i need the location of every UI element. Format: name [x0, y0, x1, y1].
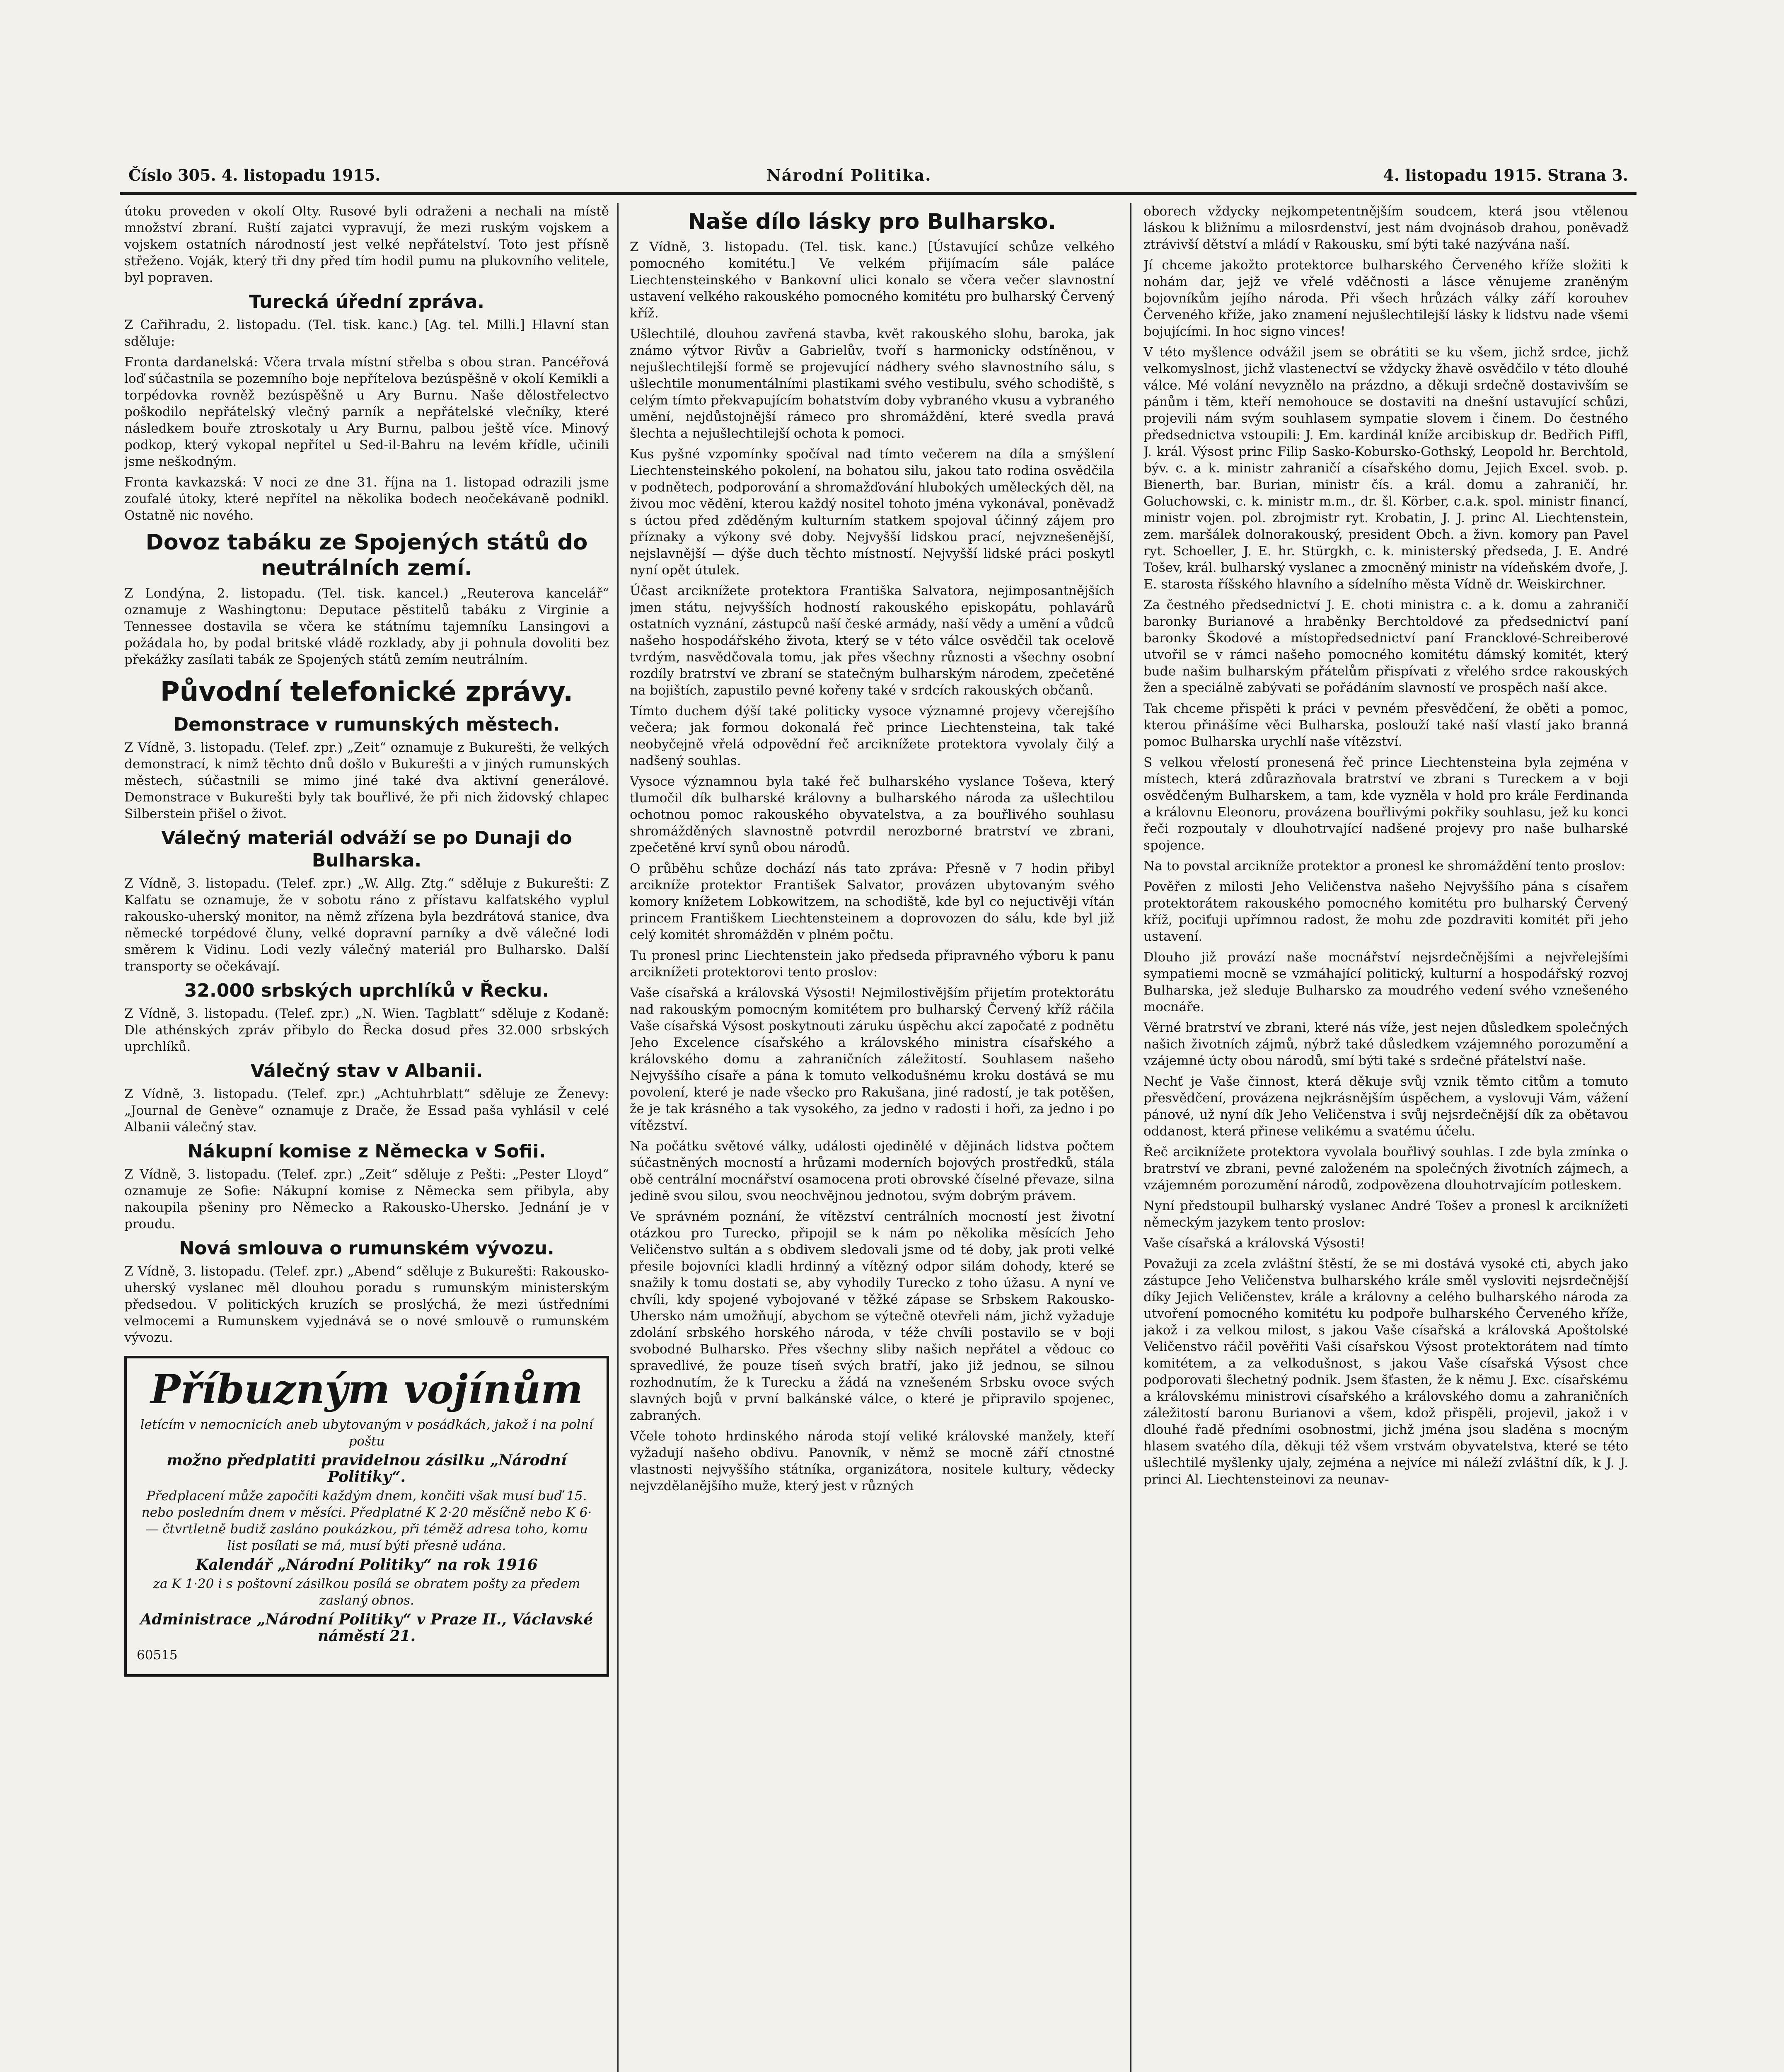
paragraph: oborech vždycky nejkompetentnějším soudcem, která jsou vtělenou láskou k bližnímu a milosrdenství, jest nám dvojnásob drahou, poněvadž ztrávivší dětství a mládí v Rakousku, smí býti také nazývána naší.	[1143, 204, 1628, 252]
paragraph: Včele tohoto hrdinského národa stojí veliké královské manžely, kteří vyžadují našeho obdivu. Panovník, v němž se mocně září ctnostné vlastnosti nejvyššího státníka, organizátora, nositele kultury, vědecky nejvzdělanějšího muže, který jest v různých	[630, 1429, 1114, 1493]
paragraph: Nyní předstoupil bulharský vyslanec André Tošev a pronesl k arciknížeti německým jazykem tento proslov:	[1143, 1198, 1628, 1230]
header-rule	[120, 192, 1637, 195]
ad-line: Administrace „Národní Politiky“ v Praze II., Václavské náměstí 21.	[140, 1611, 593, 1645]
paragraph: Na to povstal arcikníže protektor a pronesl ke shromáždění tento proslov:	[1143, 859, 1626, 874]
paragraph: Z Vídně, 3. listopadu. (Telef. zpr.) „Abend“ sděluje z Bukurešti: Rakousko-uherský vyslanec měl dlouhou poradu s rumunským ministerským předsedou. V politických kruzích se proslýchá, že mezi ústředními velmocemi a Rumunskem vyjednává se o nové smlouvě o rumunském vývozu.	[124, 1264, 609, 1345]
paragraph: Z Vídně, 3. listopadu. (Telef. zpr.) „N. Wien. Tagblatt“ sděluje z Kodaně: Dle athénských zpráv přibylo do Řecka dosud přes 32.000 srbských uprchlíků.	[124, 1006, 609, 1054]
paragraph: Jí chceme jakožto protektorce bulharského Červeného kříže složiti k nohám dar, jejž ve vřelé vděčnosti a lásce věnujeme zraněným bojovníkům jejího národa. Při všech hrůzách války září korouhev Červeného kříže, jako znamení nejušlechtilejší lásky k lidstvu nade všemi bojujícími. In hoc signo vinces!	[1143, 258, 1628, 339]
paragraph: Vaše císařská a královská Výsosti! Nejmilostivějším přijetím protektorátu nad rakouským pomocným komitétem pro bulharský Červený kříž ráčila Vaše císařská Výsost poskytnouti záruku úspěchu akcí započaté z podnětu Jeho Excelence císařského a královského ministra císařského a královského domu a zahraničních záležitostí. Souhlasem našeho Nejvyššího císaře a pána k tomuto velkodušnému kroku dostává se mu povolení, které je nade všecko pro Rakušana, jiné radostí, je tak potěšen, že je tak krásného a tak vysokého, za jedno v radosti i hoři, za jedno i po vítězství.	[630, 985, 1114, 1133]
column-divider	[1130, 203, 1131, 2072]
advertisement-box	[124, 1356, 609, 1677]
section-headline: Původní telefonické zprávy.	[160, 677, 573, 707]
page-header	[120, 166, 1637, 191]
headline: Nová smlouva o rumunském vývozu.	[179, 1238, 554, 1259]
column-divider	[617, 203, 619, 2072]
headline: Dovoz tabáku ze Spojených států do neutrálních zemí.	[145, 530, 588, 581]
paragraph: V této myšlence odvážil jsem se obrátiti se ku všem, jichž srdce, jichž velkomyslnost, jichž vlastenectví se vždycky žhavě osvědčilo v této dlouhé válce. Mé volání nevyznělo na prázdno, a děkuji srdečně dostavivším se pánům i těm, kteří nemohouce se dostaviti na dnešní ustavující schůzi, projevili nám svým souhlasem sympatie slovem i činem. Do čestného předsednictva vstoupili: J. Em. kardinál kníže arcibiskup dr. Bedřich Piffl, J. král. Výsost princ Filip Sasko-Kobursko-Gothský, Leopold hr. Berchtold, býv. c. a k. ministr zahraničí a císařského domu, Jejich Excel. svob. p. Bienerth, bar. Burian, ministr čís. a král. domu a zahraničí, hr. Goluchowski, c. k. ministr m.m., dr. šl. Körber, c.a.k. spol. ministr financí, ministr vojen. pol. zbrojmistr ryt. Krobatin, J. J. princ Al. Liechtenstein, zem. maršálek dolnorakouský, president Obch. a živn. komory pan Pavel ryt. Schoeller, J. E. hr. Stürgkh, c. k. ministerský předseda, J. E. André Tošev, král. bulharský vyslanec a zmocněný ministr na vídeňském dvoře, J. E. starosta říšského hlavního a sídelního města Vídně dr. Weiskirchner.	[1143, 345, 1628, 592]
column-2	[630, 203, 1114, 2072]
ad-line: Předplacení může započíti každým dnem, končiti však musí buď 15. nebo posledním dnem v měsíci. Předplatné K 2·20 měsíčně nebo K 6·— čtvrtletně budiž zasláno poukázkou, při téměž adresa toho, komu list posílati se má, musí býti přesně udána.	[141, 1489, 592, 1553]
paragraph: Tak chceme přispěti k práci v pevném přesvědčení, že oběti a pomoc, kterou přinášíme věci Bulharska, poslouží také naší vlastí jako branná pomoc Bulharska urychlí naše vítězství.	[1143, 701, 1628, 749]
ad-line: možno předplatiti pravidelnou zásilku „Národní Politiky“.	[167, 1452, 567, 1486]
paragraph: Fronta kavkazská: V noci ze dne 31. října na 1. listopad odrazili jsme zoufalé útoky, které nepřítel na několika bodech neočekávaně podnikl. Ostatně nic nového.	[124, 475, 609, 523]
paragraph: Z Londýna, 2. listopadu. (Tel. tisk. kancel.) „Reuterova kancelář“ oznamuje z Washingtonu: Deputace pěstitelů tabáku z Virginie a Tennessee dostavila se včera ke státnímu tajemníku Lansingovi a požádala ho, by podal britské vládě rozklady, aby ji pohnula dovoliti bez překážky zasílati tabák ze Spojených států zemím neutrálním.	[124, 586, 609, 667]
header-issue: Číslo 305. 4. listopadu 1915.	[128, 166, 381, 184]
headline: Nákupní komise z Německa v Sofii.	[187, 1141, 546, 1162]
paragraph: Účast arciknížete protektora Františka Salvatora, nejimposantnějších jmen státu, nejvyšších hodností rakouského episkopátu, pohlavárů ostatních vyznání, zástupců naší české armády, naší vědy a umění a vůdců našeho hospodářského života, který se v této válce osvědčil tak ocelově tvrdým, nasvědčovala tomu, jak přes všechny různosti a všechny osobní rozdíly bratrství ve zbraní se statečným bulharským národem, zpečetěné na bojištích, zapustilo pevné kořeny také v srdcích rakouských občanů.	[630, 583, 1114, 698]
paragraph: Z Cařihradu, 2. listopadu. (Tel. tisk. kanc.) [Ag. tel. Milli.] Hlavní stan sděluje:	[124, 317, 609, 349]
paragraph: Tímto duchem dýší také politicky vysoce významné projevy včerejšího večera; jak formou dokonalá řeč prince Liechtensteina, tak také neobyčejně vřelá odpovědní řeč arciknížete protektora vyvolaly čilý a nadšený souhlas.	[630, 704, 1114, 768]
paragraph: Za čestného předsednictví J. E. choti ministra c. a k. domu a zahraničí baronky Burianové a hraběnky Berchtoldové za předsednictví paní baronky Škodové a místopředsednictví paní Francklové-Schreiberové utvořil se v rámci našeho pomocného komitétu dámský komitét, který bude našim bulharským přátelům přispívati z vřelého srdce rakouských žen a speciálně zabývati se pořádáním slavností ve prospěch naší akce.	[1143, 598, 1628, 695]
paragraph: S velkou vřelostí pronesená řeč prince Liechtensteina byla zejména v místech, která zdůrazňovala bratrství ve zbrani s Tureckem a v boji osvědčeným Bulharskem, a tam, kde vyzněla v hold pro krále Ferdinanda a královnu Eleonoru, provázena bouřlivými pokřiky souhlasu, jež ku konci řeči rozpoutaly v dlouhotrvající nadšené projevy pro naše bulharské spojence.	[1143, 755, 1628, 853]
paragraph: útoku proveden v okolí Olty. Rusové byli odraženi a nechali na místě množství zbraní. Ruští zajatci vypravují, že mezi ruským vojskem a vojskem ostatních národností jest velké nepřátelství. Toto jest přísně střeženo. Voják, který tři dny před tím hodil pumu na plukovního velitele, byl popraven.	[124, 204, 609, 285]
paragraph: Řeč arciknížete protektora vyvolala bouřlivý souhlas. I zde byla zmínka o bratrství ve zbrani, pevné založeném na společných životních zájmech, a vzájemném porozumění národů, zodpovězena dlouhotrvajícím potleskem.	[1143, 1145, 1628, 1193]
paragraph: Věrné bratrství ve zbrani, které nás víže, jest nejen důsledkem společných našich životních zájmů, nýbrž také důsledkem vzájemného porozumění a vzájemné úcty obou národů, smí býti také s srdečné přátelství naše.	[1143, 1020, 1628, 1068]
headline: Turecká úřední zpráva.	[249, 291, 485, 312]
paragraph: Nechť je Vaše činnost, která děkuje svůj vznik těmto citům a tomuto přesvědčení, provázena nejkrásnějším úspěchem, a vyslovuji Vám, vážení pánové, už nyní dík Jeho Veličenstva i svůj nejsrdečnější dík za obětavou oddanost, která přinese velikému a svatému účelu.	[1143, 1074, 1628, 1139]
paragraph: Vaše císařská a královská Výsosti!	[1143, 1236, 1366, 1251]
header-page: 4. listopadu 1915. Strana 3.	[1383, 166, 1628, 184]
paragraph: Z Vídně, 3. listopadu. (Tel. tisk. kanc.) [Ústavující schůze velkého pomocného komitétu.] Ve velkém přijímacím sále paláce Liechtensteinského v Bankovní ulici konalo se včera večer slavnostní ustavení velkého rakouského pomocného komitétu pro bulharský Červený kříž.	[630, 240, 1114, 321]
ad-line: letícím v nemocnicích aneb ubytovaným v posádkách, jakož i na polní poštu	[140, 1417, 593, 1449]
column-3	[1143, 203, 1628, 2072]
newspaper-page	[120, 166, 1637, 2072]
ad-title: Příbuzným vojínům	[150, 1366, 583, 1413]
headline: Naše dílo lásky pro Bulharsko.	[688, 209, 1056, 234]
paragraph: Dlouho již provází naše mocnářství nejsrdečnějšími a nejvřelejšími sympatiemi mocně se vzmáhající politický, kulturní a hospodářský rozvoj Bulharska, jež sleduje Bulharsko za moudrého vedení svého vznešeného mocnáře.	[1143, 950, 1628, 1014]
paragraph: Na počátku světové války, události ojedinělé v dějinách lidstva počtem súčastněných mocností a hrůzami moderních bojových prostředků, stála obě centrální mocnářství osamocena proti obrovské číselné převaze, silna jedině svou silou, svou neochvějnou jednotou, svým dobrým právem.	[630, 1139, 1114, 1203]
paragraph: Kus pyšné vzpomínky spočíval nad tímto večerem na díla a smýšlení Liechtensteinského pokolení, na bohatou silu, jakou tato rodina osvědčila v podnětech, podporování a shromažďování hlubokých uměleckých děl, na živou moc vědění, kterou každý nositel tohoto jména vykonával, poněvadž s úctou před zděděným kulturním statkem spojoval účinný zájem pro příznaky a výkony své doby. Nejvyšší lidskou prací, nejvznešenější, nejslavnější — dýše duch těchto místností. Nejvyšší lidské práci poskytl nyní opět útulek.	[630, 447, 1114, 578]
ad-line: za K 1·20 i s poštovní zásilkou posílá se obratem pošty za předem zaslaný obnos.	[153, 1576, 580, 1608]
ad-line: Kalendář „Národní Politiky“ na rok 1916	[196, 1556, 538, 1573]
paragraph: Z Vídně, 3. listopadu. (Telef. zpr.) „Achtuhrblatt“ sděluje ze Ženevy: „Journal de Genève“ oznamuje z Drače, že Essad paša vyhlásil v celé Albanii válečný stav.	[124, 1087, 609, 1135]
header-masthead: Národní Politika.	[766, 166, 932, 184]
headline: Válečný stav v Albanii.	[250, 1060, 483, 1082]
paragraph: O průběhu schůze dochází nás tato zpráva: Přesně v 7 hodin přibyl arcikníže protektor František Salvator, provázen ubytovaným svého komory knížetem Lobkowitzem, na schodiště, kde byl co nejuctivěji vítán princem Františkem Liechtensteinem a doprovozen do sálu, kde byl již celý komitét shromážděn v plném počtu.	[630, 861, 1114, 942]
paragraph: Z Vídně, 3. listopadu. (Telef. zpr.) „Zeit“ sděluje z Pešti: „Pester Lloyd“ oznamuje ze Sofie: Nákupní komise z Německa sem přibyla, aby nakoupila pšeniny pro Německo a Rakousko-Uhersko. Jednání je v proudu.	[124, 1167, 609, 1232]
paragraph: Ve správném poznání, že vítězství centrálních mocností jest životní otázkou pro Turecko, připojil se k nám po několika měsících Jeho Veličenstvo sultán a s obdivem sledovali jsme od té doby, jak proti velké přesile bojovníci kladli hrdinný a vítězný odpor silám dohody, které se snažily k tomu dostati se, aby vyhodily Turecko z toho úžasu. A nyní ve chvíli, kdy spojené vybojované v těžké zápase se Srbskem Rakousko-Uhersko nám umožňují, abychom se výtečně otevřeli nám, jichž vyžaduje zdolání srbského horského národa, v téže chvíli postavilo se v boji svobodné Bulharsko. Přes všechny sliby našich nepřátel a vědouc co spravedlivé, že pouze tíseň svých bratří, jako již jednou, se silnou rozhodnutím, že k Turecku a žádá na vznešeném Srbsku ovoce svých slavných bojů v první balkánské válce, o které je připravilo spojenec, zabraných.	[630, 1209, 1114, 1423]
paragraph: Tu pronesl princ Liechtenstein jako předseda připravného výboru k panu arciknížeti protektorovi tento proslov:	[630, 948, 1114, 980]
headline: 32.000 srbských uprchlíků v Řecku.	[184, 980, 549, 1001]
paragraph: Z Vídně, 3. listopadu. (Telef. zpr.) „W. Allg. Ztg.“ sděluje z Bukurešti: Z Kalfatu se oznamuje, že v sobotu ráno z přístavu kalfatského vyplul rakousko-uherský monitor, na němž zřízena byla bezdrátová stanice, dva německé torpédové čluny, velké dopravní parníky a dvě válečné lodi směrem k Vidinu. Lodi vezly válečný materiál pro Bulharsko. Další transporty se očekávají.	[124, 876, 609, 974]
paragraph: Ušlechtilé, dlouhou zavřená stavba, květ rakouského slohu, baroka, jak známo výtvor Rivův a Gabrielův, tvoří s harmonicky odstíněnou, v nejušlechtilejší formě se projevující nádhery svého slavnostního sálu, s ušlechtile monumentálními plastikami svého vestibulu, svého schodiště, s celým tímto překvapujícím bohatstvím doby vybraného vkusu a vybraného umění, nejdůstojnější rámeco pro shromáždění, které svedla pravá šlechta a nejušlechtilejší ochota k pomoci.	[630, 327, 1114, 441]
column-1	[124, 203, 609, 2072]
paragraph: Z Vídně, 3. listopadu. (Telef. zpr.) „Zeit“ oznamuje z Bukurešti, že velkých demonstrací, k nimž těchto dnů došlo v Bukurešti a v jiných rumunských městech, súčastnili se mimo jiné také dva aktivní generálové. Demonstrace v Bukurešti byly tak bouřlivé, že při nich židovský chlapec Silberstein přišel o život.	[124, 740, 609, 821]
paragraph: Považuji za zcela zvláštní štěstí, že se mi dostává vysoké cti, abych jako zástupce Jeho Veličenstva bulharského krále směl vysloviti nejsrdečnější díky Jejich Veličenstev, krále a královny a celého bulharského národa za utvoření pomocného komitétu ku podpoře bulharského Červeného kříže, jakož i za velkou milost, s jakou Vaše císařská a královská Apoštolské Veličenstvo ráčil pověřiti Vaši císařskou Výsost protektorátem nad tímto komitétem, a za velkodušnost, s jakou Vaše císařská Výsost chce podporovati šlechetný podnik. Jsem šťasten, že k němu J. Exc. císařskému a královskému ministrovi císařského a královského domu a zahraničních záležitostí baronu Burianovi a všem, kdož přispěli, projevil, jakož i v dlouhé řadě předními osobnostmi, jichž jména jsou sladěna s mocným hlasem svatého díla, děkuji též všem vrstvám obyvatelstva, které se této ušlechtilé myšlenky ujaly, zejména a nejvíce mi náleží zvláštní dík, k J. J. princi Al. Liechtensteinovi za neunav-	[1143, 1256, 1628, 1487]
paragraph: Pověřen z milosti Jeho Veličenstva našeho Nejvyššího pána s císařem protektorátem rakouského pomocného komitétu pro bulharský Červený kříž, pociťuji upřímnou radost, že mohu zde pozdraviti komitét při jeho ustavení.	[1143, 879, 1628, 944]
paragraph: Fronta dardanelská: Včera trvala místní střelba s obou stran. Pancéřová loď súčastnila se pozemního boje nepřítelova bezúspěšně v okolí Kemikli a torpédovka rovněž bezúspěšně u Ary Burnu. Naše dělostřelectvo poškodilo nepřátelský vlečný parník a nepřátelské vlečníky, které následkem bouře ztroskotaly u Ary Burnu, palbou ještě více. Minový podkop, který vykopal nepřítel u Sed-il-Bahru na levém křídle, učinili jsme neškodným.	[124, 355, 609, 469]
headline: Demonstrace v rumunských městech.	[173, 714, 560, 735]
ad-number: 60515	[137, 1648, 178, 1663]
headline: Válečný materiál odváží se po Dunaji do Bulharska.	[161, 828, 572, 871]
paragraph: Vysoce významnou byla také řeč bulharského vyslance Toševa, který tlumočil dík bulharské královny a bulharského národa za ušlechtilou ochotnou pomoc rakouského obyvatelstva, a za bouřlivého souhlasu shromážděných slavnostně potvrdil nerozborné bratrství ve zbrani, zpečetěné krví synů obou národů.	[630, 774, 1114, 855]
